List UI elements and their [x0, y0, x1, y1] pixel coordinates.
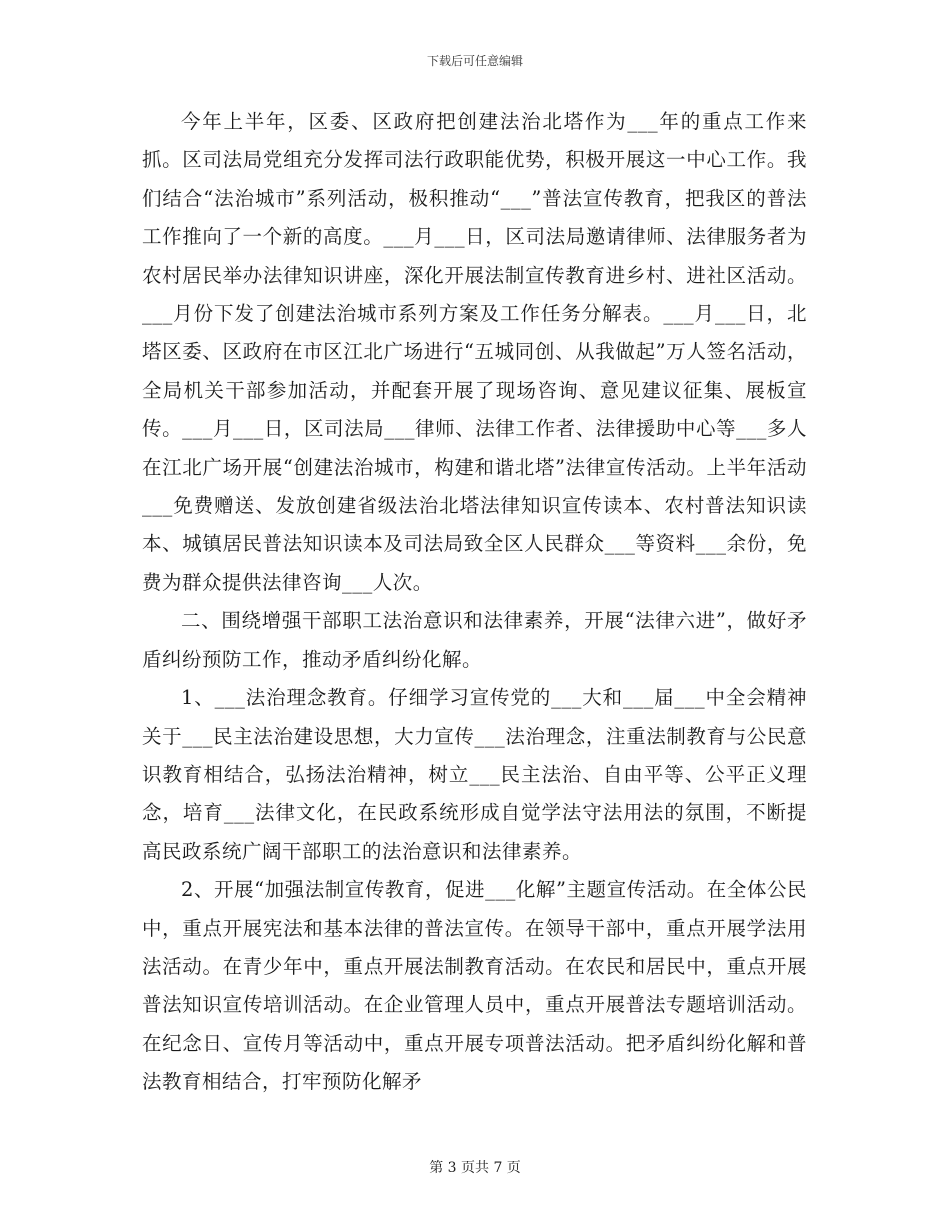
page-number: 第 3 页共 7 页: [429, 1160, 521, 1176]
body-text: [142, 103, 807, 1102]
paragraph-item-two: 2、开展“加强法制宣传教育，促进___化解”主题宣传活动。在全体公民中，重点开展宪法和基本法律的普法宣传。在领导干部中，重点开展学法用法活动。在青少年中，重点开展法制教育活动。在农民和居民中，重点开展普法知识宣传培训活动。在企业管理人员中，重点开展普法专题培训活动。在纪念日、宣传月等活动中，重点开展专项普法活动。把矛盾纠纷化解和普法教育相结合，打牢预防化解矛: [142, 878, 807, 1094]
paragraph-item-one: 1、___法治理念教育。仔细学习宣传党的___大和___届___中全会精神关于___民主法治建设思想，大力宣传___法治理念，注重法制教育与公民意识教育相结合，弘扬法治精神，树立___民主法治、自由平等、公平正义理念，培育___法律文化，在民政系统形成自觉学法守法用法的氛围，不断提高民政系统广阔干部职工的法治意识和法律素养。: [142, 686, 807, 863]
paragraph-section-two-heading: 二、围绕增强干部职工法治意识和法律素养，开展“法律六进”，做好矛盾纠纷预防工作，推动矛盾纠纷化解。: [142, 609, 807, 671]
paragraph-first-half-summary: 今年上半年，区委、区政府把创建法治北塔作为___年的重点工作来抓。区司法局党组充分发挥司法行政职能优势，积极开展这一中心工作。我们结合“法治城市”系列活动，极积推动“___”普法宣传教育，把我区的普法工作推向了一个新的高度。___月___日，区司法局邀请律师、法律服务者为农村居民举办法律知识讲座，深化开展法制宣传教育进乡村、进社区活动。___月份下发了创建法治城市系列方案及工作任务分解表。___月___日，北塔区委、区政府在市区江北广场进行“五城同创、从我做起”万人签名活动，全局机关干部参加活动，并配套开展了现场咨询、意见建议征集、展板宣传。___月___日，区司法局___律师、法律工作者、法律援助中心等___多人在江北广场开展“创建法治城市，构建和谐北塔”法律宣传活动。上半年活动___免费赠送、发放创建省级法治北塔法律知识宣传读本、农村普法知识读本、城镇居民普法知识读本及司法局致全区人民群众___等资料___余份，免费为群众提供法律咨询___人次。: [142, 110, 807, 594]
header-note: 下载后可任意编辑: [426, 54, 523, 68]
